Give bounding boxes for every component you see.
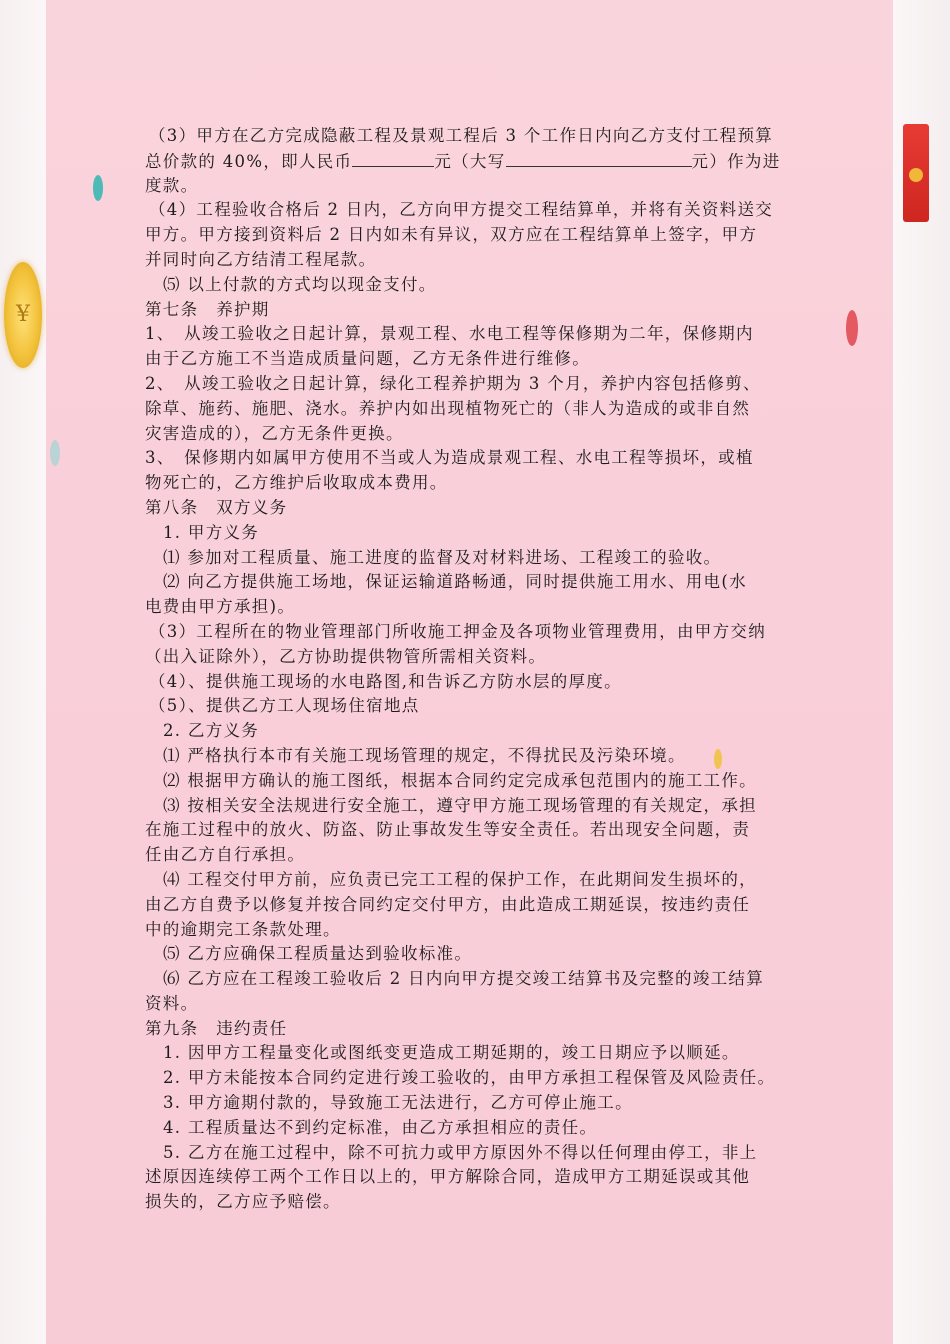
text-line: ⑵ 根据甲方确认的施工图纸，根据本合同约定完成承包范围内的施工工作。 <box>163 770 757 790</box>
red-envelope-icon <box>903 124 929 222</box>
text-line: 2. 甲方未能按本合同约定进行竣工验收的，由甲方承担工程保管及风险责任。 <box>163 1068 776 1088</box>
text-line: （4）工程验收合格后 2 日内，乙方向甲方提交工程结算单，并将有关资料送交 <box>149 200 774 220</box>
text-line: 4. 工程质量达不到约定标准，由乙方承担相应的责任。 <box>163 1117 598 1137</box>
text-line: 物死亡的，乙方维护后收取成本费用。 <box>145 473 448 493</box>
text-line: 在施工过程中的放火、防盗、防止事故发生等安全责任。若出现安全问题，责 <box>145 820 751 840</box>
text-line: 由于乙方施工不当造成质量问题，乙方无条件进行维修。 <box>145 349 590 369</box>
teal-decoration-faint <box>50 440 60 466</box>
teal-decoration <box>93 175 103 201</box>
text-line: 任由乙方自行承担。 <box>145 845 306 865</box>
text-line: 第七条 养护期 <box>145 299 270 319</box>
text-line: 述原因连续停工两个工作日以上的，甲方解除合同，造成甲方工期延误或其他 <box>145 1167 751 1187</box>
text-line: ⑷ 工程交付甲方前，应负责已完工工程的保护工作，在此期间发生损坏的， <box>163 869 757 889</box>
text-line: 第八条 双方义务 <box>145 497 288 517</box>
text-line: ⑸ 以上付款的方式均以现金支付。 <box>163 274 437 294</box>
text-line: （5）、提供乙方工人现场住宿地点 <box>149 696 420 716</box>
text-line: 2、 从竣工验收之日起计算，绿化工程养护期为 3 个月，养护内容包括修剪、 <box>145 373 761 393</box>
coin-symbol: ¥ <box>16 302 30 327</box>
text-line: 1、 从竣工验收之日起计算，景观工程、水电工程等保修期为二年，保修期内 <box>145 324 754 344</box>
text-line: 5. 乙方在施工过程中，除不可抗力或甲方原因外不得以任何理由停工，非上 <box>163 1142 758 1162</box>
text-line: 度款。 <box>145 175 199 195</box>
text-line <box>145 149 813 174</box>
text-line: 第九条 违约责任 <box>145 1018 288 1038</box>
text-line: 3. 甲方逾期付款的，导致施工无法进行，乙方可停止施工。 <box>163 1093 633 1113</box>
text-line: 电费由甲方承担)。 <box>145 597 296 617</box>
contract-text <box>145 124 813 1215</box>
text-line: 损失的，乙方应予赔偿。 <box>145 1192 341 1212</box>
text-line: 1. 因甲方工程量变化或图纸变更造成工期延期的，竣工日期应予以顺延。 <box>163 1043 740 1063</box>
text-line: ⑴ 参加对工程质量、施工进度的监督及对材料进场、工程竣工的验收。 <box>163 547 722 567</box>
text-line: ⑵ 向乙方提供施工场地，保证运输道路畅通，同时提供施工用水、用电(水 <box>163 572 747 592</box>
text-line: ⑶ 按相关安全法规进行安全施工，遵守甲方施工现场管理的有关规定，承担 <box>163 795 757 815</box>
text-line: （3）甲方在乙方完成隐蔽工程及景观工程后 3 个工作日内向乙方支付工程预算 <box>149 126 774 145</box>
text-line: （出入证除外），乙方协助提供物管所需相关资料。 <box>145 646 547 666</box>
text-line: ⑹ 乙方应在工程竣工验收后 2 日内向甲方提交竣工结算书及完整的竣工结算 <box>163 969 765 989</box>
text-line: ⑸ 乙方应确保工程质量达到验收标准。 <box>163 944 473 964</box>
text-line: ⑴ 严格执行本市有关施工现场管理的规定，不得扰民及污染环境。 <box>163 745 686 765</box>
text-line: 灾害造成的），乙方无条件更换。 <box>145 423 404 443</box>
text-line: 由乙方自费予以修复并按合同约定交付甲方，由此造成工期延误，按违约责任 <box>145 894 751 914</box>
text-line: （4）、提供施工现场的水电路图,和告诉乙方防水层的厚度。 <box>149 671 622 691</box>
text-segment: 元（大写 <box>434 151 506 171</box>
text-line: 除草、施药、施肥、浇水。养护内如出现植物死亡的（非人为造成的或非自然 <box>145 398 751 418</box>
text-line: （3）工程所在的物业管理部门所收施工押金及各项物业管理费用，由甲方交纳 <box>149 621 766 641</box>
amount-blank <box>352 149 434 167</box>
text-line: 2. 乙方义务 <box>163 721 260 741</box>
left-margin-background <box>0 0 46 1344</box>
text-line: 3、 保修期内如属甲方使用不当或人为造成景观工程、水电工程等损坏，或植 <box>145 448 754 468</box>
text-segment: 元）作为进 <box>691 151 781 171</box>
red-decoration <box>846 310 858 346</box>
text-line: 并同时向乙方结清工程尾款。 <box>145 249 377 269</box>
text-line: 甲方。甲方接到资料后 2 日内如未有异议，双方应在工程结算单上签字，甲方 <box>145 225 758 245</box>
text-line: 1. 甲方义务 <box>163 522 260 542</box>
amount-blank <box>506 149 692 167</box>
text-line: 中的逾期完工条款处理。 <box>145 919 341 939</box>
text-segment: 总价款的 40%，即人民币 <box>145 151 353 171</box>
envelope-clasp <box>909 168 923 182</box>
text-line: 资料。 <box>145 993 199 1013</box>
